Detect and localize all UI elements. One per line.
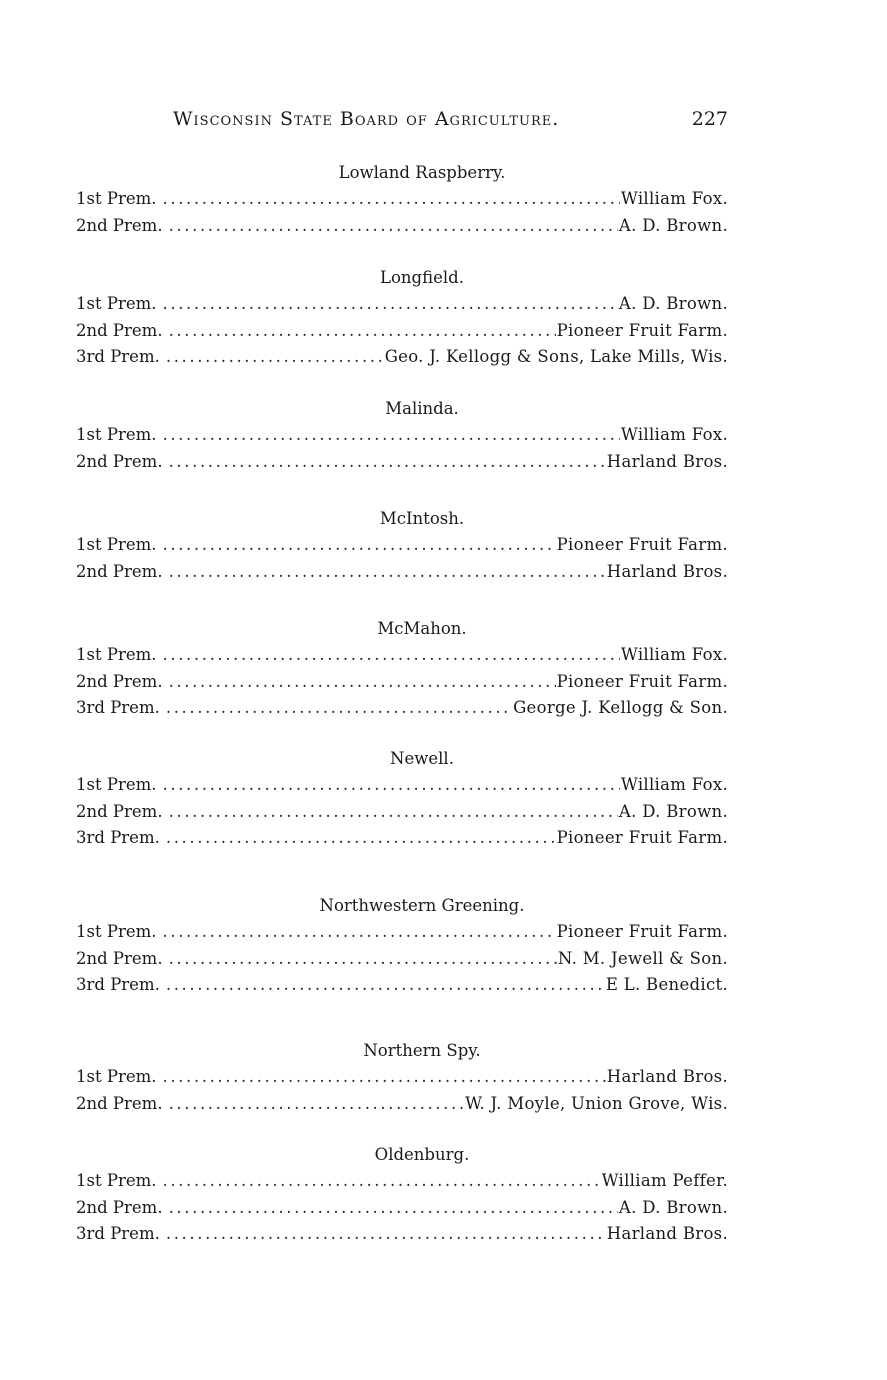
- premium-winner: A. D. Brown.: [618, 215, 728, 235]
- premium-winner: William Fox.: [620, 775, 728, 794]
- premium-entry: [76, 1221, 728, 1248]
- premium-winner: Pioneer Fruit Farm.: [556, 922, 728, 941]
- premium-entry: [76, 186, 728, 213]
- dot-leader: [169, 213, 618, 240]
- premium-entry: [76, 669, 728, 696]
- variety-section: [76, 893, 728, 999]
- premium-entry: [76, 1168, 728, 1195]
- premium-place: 1st Prem.: [76, 425, 157, 444]
- premium-winner: William Fox.: [620, 425, 728, 444]
- premium-winner: William Fox.: [620, 645, 728, 664]
- variety-title: McMahon.: [377, 619, 467, 638]
- premium-winner: William Fox.: [620, 189, 728, 208]
- variety-section: [76, 160, 728, 239]
- dot-leader: [163, 422, 620, 449]
- premium-entry: [76, 213, 728, 240]
- premium-entry: [76, 449, 728, 476]
- running-head: [173, 108, 728, 138]
- dot-leader: [169, 669, 556, 696]
- premium-winner: Pioneer Fruit Farm.: [556, 535, 728, 554]
- premium-place: 3rd Prem.: [76, 1224, 160, 1243]
- premium-winner: Harland Bros.: [606, 561, 728, 581]
- premium-place: 3rd Prem.: [76, 698, 160, 717]
- premium-place: 1st Prem.: [76, 922, 157, 941]
- premium-place: 2nd Prem.: [76, 561, 163, 581]
- premium-entry: [76, 344, 728, 371]
- dot-leader: [166, 344, 384, 371]
- dot-leader: [169, 1195, 618, 1222]
- premium-entry: [76, 559, 728, 586]
- premium-place: 2nd Prem.: [76, 320, 163, 340]
- premium-winner: E L. Benedict.: [605, 975, 728, 994]
- variety-section: [76, 506, 728, 585]
- premium-winner: N. M. Jewell & Son.: [557, 948, 728, 968]
- variety-title: Longfield.: [380, 268, 464, 287]
- premium-entry: [76, 946, 728, 973]
- premium-entry: [76, 532, 728, 559]
- premium-place: 1st Prem.: [76, 1067, 157, 1086]
- variety-section: [76, 396, 728, 475]
- premium-winner: A. D. Brown.: [618, 294, 728, 313]
- premium-winner: W. J. Moyle, Union Grove, Wis.: [465, 1093, 728, 1113]
- variety-title: Northwestern Greening.: [319, 896, 525, 915]
- dot-leader: [166, 695, 512, 722]
- dot-leader: [169, 318, 556, 345]
- page-number: 227: [691, 108, 728, 130]
- dot-leader: [163, 1064, 606, 1091]
- premium-place: 1st Prem.: [76, 775, 157, 794]
- premium-entry: [76, 919, 728, 946]
- premium-place: 2nd Prem.: [76, 451, 163, 471]
- dot-leader: [163, 772, 620, 799]
- dot-leader: [169, 946, 557, 973]
- premium-place: 1st Prem.: [76, 294, 157, 313]
- premium-entry: [76, 695, 728, 722]
- variety-title: Lowland Raspberry.: [338, 163, 506, 182]
- dot-leader: [166, 1221, 606, 1248]
- premium-entry: [76, 772, 728, 799]
- premium-winner: Harland Bros.: [606, 451, 728, 471]
- dot-leader: [163, 186, 620, 213]
- premium-place: 3rd Prem.: [76, 828, 160, 847]
- premium-place: 1st Prem.: [76, 189, 157, 208]
- premium-entry: [76, 799, 728, 826]
- variety-section: [76, 746, 728, 852]
- premium-place: 2nd Prem.: [76, 1197, 163, 1217]
- premium-entry: [76, 318, 728, 345]
- premium-winner: George J. Kellogg & Son.: [513, 698, 728, 717]
- variety-section: [76, 616, 728, 722]
- premium-entry: [76, 642, 728, 669]
- premium-place: 3rd Prem.: [76, 975, 160, 994]
- variety-title: McIntosh.: [379, 509, 465, 528]
- dot-leader: [163, 642, 620, 669]
- variety-title: Malinda.: [385, 399, 459, 418]
- variety-title: Newell.: [390, 749, 454, 768]
- dot-leader: [166, 825, 556, 852]
- premium-winner: Pioneer Fruit Farm.: [556, 671, 728, 691]
- dot-leader: [169, 559, 606, 586]
- dot-leader: [169, 1091, 465, 1118]
- premium-entry: [76, 422, 728, 449]
- premium-place: 2nd Prem.: [76, 1093, 163, 1113]
- variety-section: [76, 1038, 728, 1117]
- dot-leader: [163, 1168, 601, 1195]
- dot-leader: [166, 972, 605, 999]
- premium-winner: Harland Bros.: [606, 1224, 728, 1243]
- premium-place: 2nd Prem.: [76, 948, 163, 968]
- variety-section: [76, 265, 728, 371]
- premium-winner: Pioneer Fruit Farm.: [556, 828, 728, 847]
- premium-place: 2nd Prem.: [76, 215, 163, 235]
- running-title: Wisconsin State Board of Agriculture.: [173, 108, 560, 130]
- premium-entry: [76, 1195, 728, 1222]
- premium-entry: [76, 1064, 728, 1091]
- premium-entry: [76, 1091, 728, 1118]
- variety-title: Northern Spy.: [363, 1041, 481, 1060]
- premium-winner: Harland Bros.: [606, 1067, 728, 1086]
- dot-leader: [163, 919, 556, 946]
- dot-leader: [169, 449, 606, 476]
- premium-winner: A. D. Brown.: [618, 801, 728, 821]
- premium-place: 2nd Prem.: [76, 671, 163, 691]
- premium-winner: William Peffer.: [601, 1171, 728, 1190]
- dot-leader: [163, 532, 556, 559]
- premium-entry: [76, 291, 728, 318]
- dot-leader: [169, 799, 618, 826]
- premium-place: 3rd Prem.: [76, 347, 160, 366]
- premium-place: 2nd Prem.: [76, 801, 163, 821]
- premium-winner: A. D. Brown.: [618, 1197, 728, 1217]
- premium-place: 1st Prem.: [76, 535, 157, 554]
- premium-winner: Geo. J. Kellogg & Sons, Lake Mills, Wis.: [384, 347, 728, 366]
- premium-place: 1st Prem.: [76, 645, 157, 664]
- premium-place: 1st Prem.: [76, 1171, 157, 1190]
- premium-winner: Pioneer Fruit Farm.: [556, 320, 728, 340]
- dot-leader: [163, 291, 618, 318]
- variety-title: Oldenburg.: [374, 1145, 470, 1164]
- premium-entry: [76, 825, 728, 852]
- variety-section: [76, 1142, 728, 1248]
- premium-entry: [76, 972, 728, 999]
